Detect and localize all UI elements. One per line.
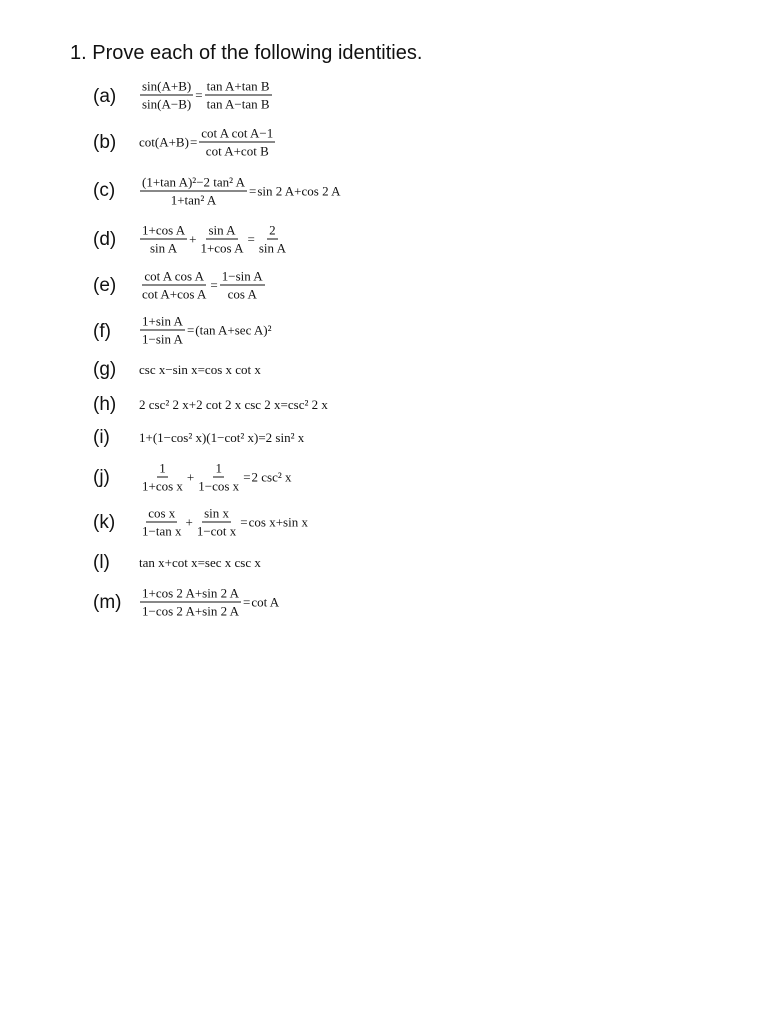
lhs-fraction-1: [140, 461, 185, 494]
equation: [139, 314, 272, 347]
denominator: cos A: [227, 286, 257, 302]
equation: [139, 461, 292, 494]
denominator: 1−cos 2 A+sin 2 A: [142, 603, 240, 619]
denominator: 1−cos x: [198, 478, 240, 494]
numerator: sin(A+B): [142, 78, 192, 94]
numerator: cos x: [148, 505, 176, 521]
numerator: (1+tan A)²−2 tan² A: [142, 174, 245, 190]
rhs-fraction: [205, 79, 272, 112]
lhs-fraction-2: [195, 506, 238, 539]
equation: [139, 362, 261, 378]
equation: [139, 175, 341, 208]
rhs-expression: (tan A+sec A)²: [195, 322, 272, 337]
equals-sign: =: [189, 134, 198, 149]
numerator: sin x: [204, 505, 229, 521]
item-label: (d): [93, 229, 117, 250]
rhs-expression: sin 2 A+cos 2 A: [257, 183, 341, 198]
equals-sign: =: [243, 594, 251, 609]
rhs-fraction: [199, 126, 275, 159]
denominator: sin A: [258, 240, 286, 256]
item-label: (e): [93, 275, 117, 296]
denominator: 1−tan x: [142, 523, 182, 539]
numerator: cot A cot A−1: [201, 125, 274, 141]
lhs-fraction: [140, 314, 185, 347]
expression: 2 csc² 2 x+2 cot 2 x csc 2 x=csc² 2 x: [139, 397, 328, 412]
item-label: (m): [93, 592, 122, 613]
numerator: sin A: [208, 222, 236, 238]
equation: [139, 269, 266, 302]
rhs-expression: cot A: [251, 594, 280, 609]
numerator: 1+cos A: [142, 222, 186, 238]
lhs-fraction-1: [140, 506, 183, 539]
item-label: (c): [93, 180, 116, 201]
denominator: sin A: [150, 240, 178, 256]
equals-sign: =: [195, 87, 203, 102]
equals-sign: =: [248, 183, 257, 198]
denominator: 1+tan² A: [170, 192, 217, 208]
page-heading: 1. Prove each of the following identities.: [70, 42, 423, 64]
item-label: (l): [93, 552, 110, 573]
item-label: (k): [93, 512, 116, 533]
lhs-fraction: [140, 79, 193, 112]
denominator: 1+cos A: [200, 240, 244, 256]
numerator: 1: [215, 460, 222, 476]
numerator: 1: [159, 460, 166, 476]
item-label: (f): [93, 321, 111, 342]
rhs-expression: cos x+sin x: [248, 514, 308, 529]
plus-sign: +: [185, 514, 193, 529]
equation: [139, 223, 289, 256]
denominator: cot A+cot B: [205, 143, 269, 159]
rhs-fraction: [257, 223, 288, 256]
item-label: (j): [93, 467, 110, 488]
item-label: (h): [93, 394, 117, 415]
denominator: sin(A−B): [142, 96, 192, 112]
numerator: 2: [269, 222, 276, 238]
equation: [139, 430, 304, 446]
expression: 1+(1−cos² x)(1−cot² x)=2 sin² x: [139, 430, 305, 445]
equals-sign: =: [243, 469, 251, 484]
equation: [139, 555, 261, 571]
item-label: (b): [93, 132, 117, 153]
plus-sign: +: [186, 469, 195, 484]
rhs-expression: 2 csc² x: [251, 469, 292, 484]
lhs-fraction-2: [196, 461, 241, 494]
rhs-fraction: [220, 269, 265, 302]
equation: [139, 126, 276, 159]
expression: tan x+cot x=sec x csc x: [139, 555, 261, 570]
item-label: (i): [93, 427, 110, 448]
equation: [139, 586, 279, 619]
expression: csc x−sin x=cos x cot x: [139, 362, 261, 377]
lhs-fraction: [140, 175, 247, 208]
numerator: 1−sin A: [221, 268, 263, 284]
equals-sign: =: [247, 231, 255, 246]
numerator: 1+sin A: [142, 313, 183, 329]
denominator: 1−sin A: [142, 331, 183, 347]
equation: [139, 506, 308, 539]
numerator: 1+cos 2 A+sin 2 A: [142, 585, 240, 601]
denominator: 1−cot x: [196, 523, 237, 539]
lhs-fraction: [140, 269, 208, 302]
equals-sign: =: [240, 514, 248, 529]
equals-sign: =: [210, 277, 218, 292]
lhs-fraction-1: [140, 223, 187, 256]
numerator: cot A cos A: [144, 268, 204, 284]
equation: [139, 79, 273, 112]
equation: [139, 397, 328, 413]
item-label: (g): [93, 359, 117, 380]
item-label: (a): [93, 86, 117, 107]
lhs-fraction: [140, 586, 241, 619]
denominator: tan A−tan B: [206, 96, 270, 112]
lhs-fraction-2: [198, 223, 245, 256]
equals-sign: =: [186, 322, 195, 337]
denominator: 1+cos x: [142, 478, 183, 494]
plus-sign: +: [189, 231, 197, 246]
denominator: cot A+cos A: [142, 286, 207, 302]
lhs-expression: cot(A+B): [139, 134, 189, 149]
numerator: tan A+tan B: [206, 78, 270, 94]
